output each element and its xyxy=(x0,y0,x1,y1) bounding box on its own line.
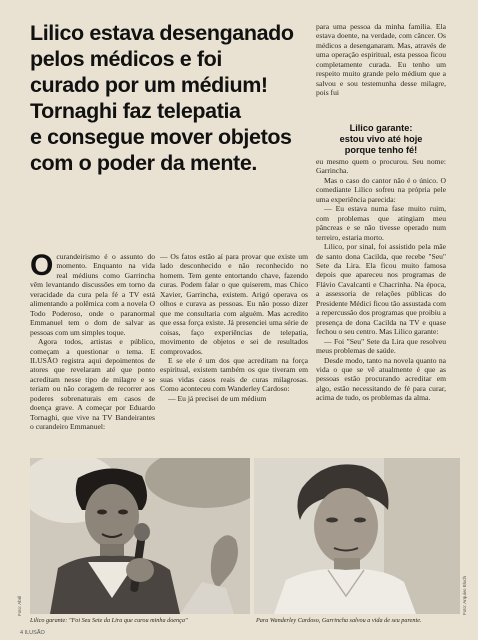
caption-right: Para Wanderley Cardoso, Garrincha salvou a vida de seu parente. xyxy=(256,617,422,624)
pull-quote-line: porque tenho fé! xyxy=(344,145,418,155)
headline-line: curado por um médium! xyxy=(30,73,268,97)
pull-quote xyxy=(316,123,446,153)
photo-credit-left: Foto: Abril xyxy=(17,595,22,616)
headline-line: Lilico estava desenganado xyxy=(30,21,294,45)
paragraph: Mas o caso do cantor não é o único. O comediante Lilico sofreu na própria pele uma experiência parecida: xyxy=(316,175,446,204)
paragraph: Desde modo, tanto na novela quanto na vida o que se vê atualmente é que as pessoas estão procurando acreditar em algo, estão necessitando de fé para curar, acima de tudo, os problemas da alma. xyxy=(316,355,446,403)
headline xyxy=(30,20,306,176)
paragraph: Agora todos, artistas e público, começam a questionar o tema. E ILUSÃO registra aqui depoimentos de atores que revelaram até que ponto acreditam nesse tipo de milagre e se teriam ou não coragem de recorrer aos poderes sobrenaturais em casos de doença grave. A começar por Eduardo Tornaghi, que vive na TV Bandeirantes o curandeiro Emmanuel: xyxy=(30,337,155,432)
paragraph: — Eu já precisei de um médium xyxy=(168,393,267,403)
column-2 xyxy=(160,252,308,457)
photo-wanderley-illustration xyxy=(254,458,460,614)
right-column-bottom xyxy=(316,157,446,462)
headline-line: pelos médicos e foi xyxy=(30,47,222,71)
paragraph: eu mesmo quem o procurou. Seu nome: Garrincha. xyxy=(316,157,446,176)
column-1 xyxy=(30,252,155,457)
right-column-top xyxy=(316,22,446,120)
paragraph: — Os fatos estão aí para provar que existe um lado desconhecido e não reconhecido no homem. Tem gente entortando chave, fazendo curas. Podem falar o que quiserem, mas Chico Xavier, Garrincha, existem. Arigó operava os olhos e curava as pessoas. Eu não posso dizer que me consultaria com alguém. Mas acredito que essa força existe. Já presenciei uma série de coisas, faço experiências de telepatia, movimento de objetos e sei de resultados comprovados. xyxy=(160,252,308,356)
drop-cap: O xyxy=(30,252,54,282)
headline-line: e consegue mover objetos xyxy=(30,125,292,149)
caption-left: Lilico garante: "Foi Seu Sete da Lira que curou minha doença" xyxy=(30,617,188,624)
photo-lilico xyxy=(30,458,250,614)
paragraph: E se ele é um dos que acreditam na força espiritual, existem também os que tiveram em suas vidas casos reais de curas milagrosas. Como aconteceu com Wanderley Cardoso: xyxy=(160,355,308,394)
paragraph: para uma pessoa da minha família. Ela estava doente, na verdade, com câncer. Os médicos a desenganaram. Mas, através de uma operação espiritual, esta pessoa ficou completamente curada. Eu tenho um respeito muito grande pelo médium que a salvou e sou testemunha desse milagre, pois fui xyxy=(316,22,446,98)
paragraph: — Eu estava numa fase muito ruim, com problemas que atingiam meu pâncreas e se não tivesse operado num terreiro, estaria morto. xyxy=(316,204,446,242)
photo-wanderley xyxy=(254,458,460,614)
paragraph: curandeirismo é o assunto do momento. Enquanto na vida real médiuns como Garrincha vêm levantando discussões em torno da veracidade da cura pela fé a TV está alimentando a polêmica com a novela O Todo Poderoso, onde o paranormal Emmanuel tem o dom de salvar as pessoas com um simples toque. xyxy=(30,252,155,337)
pull-quote-line: Lilico garante: xyxy=(349,123,413,133)
page-folio: 4 ILUSÃO xyxy=(20,630,45,636)
headline-line: com o poder da mente. xyxy=(30,151,257,175)
photo-lilico-illustration xyxy=(30,458,250,614)
pull-quote-line: estou vivo até hoje xyxy=(339,134,423,144)
paragraph: Lilico, por sinal, foi assistido pela mãe de santo dona Cacilda, que recebe "Seu" Sete da Lira. Ela ficou muito famosa depois que apareceu nos programas de Flávio Cavalcanti e Chacrinha. Na época, a assessoria de relações públicas do Presidente Médici ficou tão assustada com a repercussão dos programas que proibiu a presença de dona Cacilda na TV e quase fechou o seu centro. Mas Lilico garante: xyxy=(316,242,446,337)
paragraph: — Foi "Seu" Sete da Lira que resolveu meus problemas de saúde. xyxy=(316,336,446,356)
headline-line: Tornaghi faz telepatia xyxy=(30,99,241,123)
photo-credit-right: Foto: Arquivo Bloch xyxy=(462,575,467,615)
